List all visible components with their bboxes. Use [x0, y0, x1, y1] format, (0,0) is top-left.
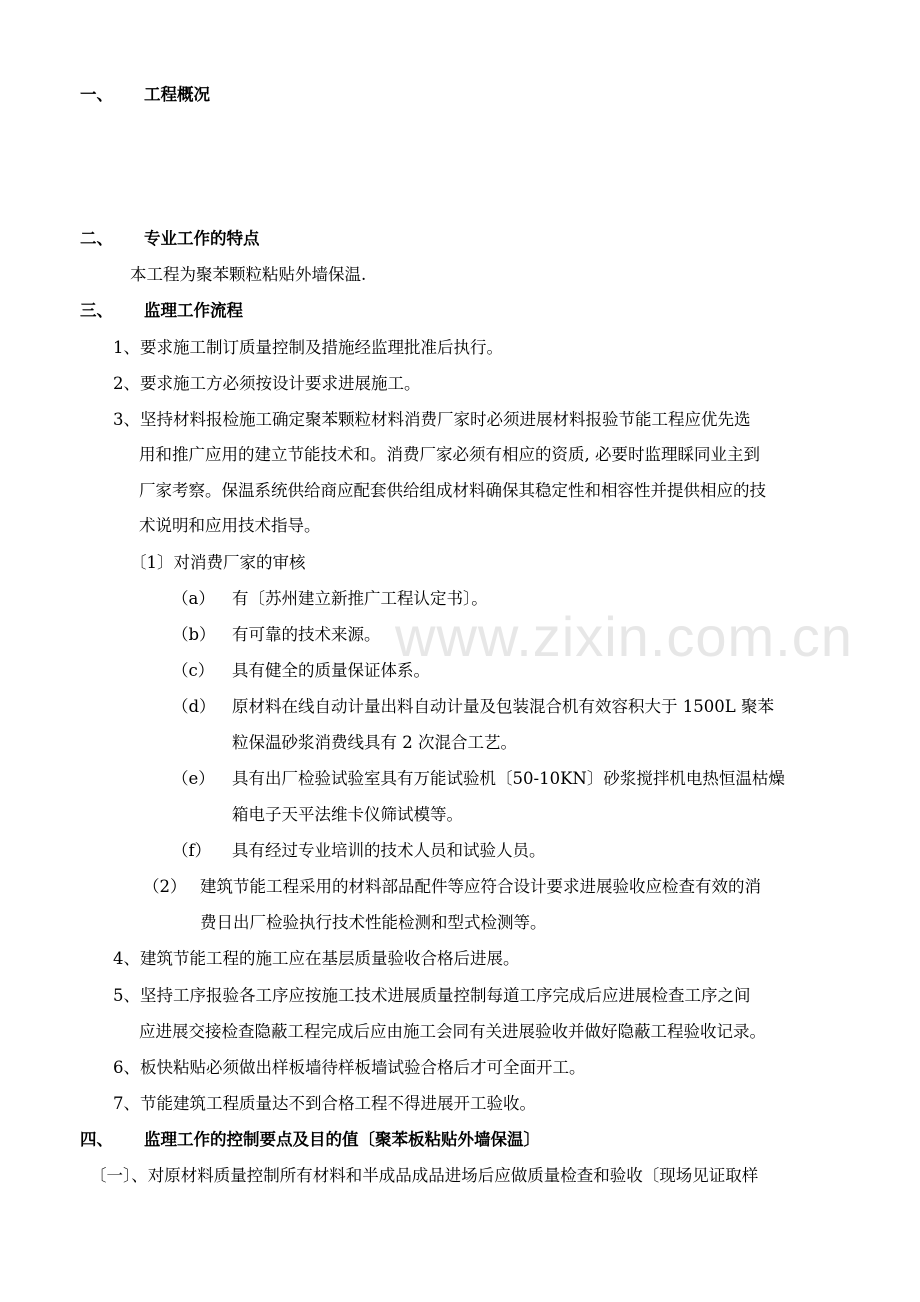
- sub-item-d-label: （d）: [172, 697, 216, 716]
- sub-item-f-text: 具有经过专业培训的技术人员和试验人员。: [232, 841, 546, 860]
- sub-item-a-label: （a）: [172, 589, 215, 608]
- section-3-number: 三、: [80, 301, 113, 320]
- item-5-line-2: 应进展交接检查隐蔽工程完成后应由施工会同有关进展验收并做好隐蔽工程验收记录。: [139, 1022, 766, 1041]
- item-7: 7、节能建筑工程质量达不到合格工程不得进展开工验收。: [113, 1094, 536, 1113]
- section-3-title: 监理工作流程: [144, 301, 243, 320]
- section-2-title: 专业工作的特点: [144, 229, 260, 248]
- section-2-body: 本工程为聚苯颗粒粘贴外墙保温.: [130, 265, 367, 284]
- sub-item-b-text: 有可靠的技术来源。: [232, 625, 381, 644]
- item-3-line-4: 术说明和应用技术指导。: [139, 516, 321, 535]
- sub-item-b-label: （b）: [172, 625, 216, 644]
- sub-item-e-label: （e）: [172, 769, 215, 788]
- item-3-line-3: 厂家考察。保温系统供给商应配套供给组成材料确保其稳定性和相容性并提供相应的技: [139, 481, 766, 500]
- watermark: www.zixin.com.cn: [395, 605, 853, 668]
- sub-item-c-label: （c）: [172, 661, 215, 680]
- item-5-line-1: 5、坚持工序报验各工序应按施工技术进展质量控制每道工序完成后应进展检查工序之间: [113, 986, 751, 1005]
- sub-item-a-text: 有〔苏州建立新推广工程认定书〕。: [232, 589, 488, 608]
- item-2: 2、要求施工方必须按设计要求进展施工。: [113, 374, 421, 393]
- item-3-line-2: 用和推广应用的建立节能技术和。消费厂家必须有相应的资质, 必要时监理睬同业主到: [139, 445, 760, 464]
- section-4-number: 四、: [80, 1130, 113, 1149]
- sub-2-line-1: 建筑节能工程采用的材料部品配件等应符合设计要求进展验收应检查有效的消: [200, 877, 761, 896]
- section-2-number: 二、: [80, 229, 113, 248]
- item-1: 1、要求施工制订质量控制及措施经监理批准后执行。: [113, 338, 503, 357]
- sub-2-label: （2）: [143, 877, 187, 896]
- item-6: 6、板快粘贴必须做出样板墙待样板墙试验合格后才可全面开工。: [113, 1058, 586, 1077]
- sub-item-d-line-2: 粒保温砂浆消费线具有 2 次混合工艺。: [232, 733, 517, 752]
- section-1-number: 一、: [80, 85, 113, 104]
- sub-item-e-line-2: 箱电子天平法维卡仪筛试模等。: [232, 805, 463, 824]
- section-1-title: 工程概况: [144, 85, 210, 104]
- item-4: 4、建筑节能工程的施工应在基层质量验收合格后进展。: [113, 949, 520, 968]
- sub-item-d-line-1: 原材料在线自动计量出料自动计量及包装混合机有效容积大于 1500L 聚苯: [232, 697, 774, 716]
- section-4-title: 监理工作的控制要点及目的值〔聚苯板粘贴外墙保温〕: [144, 1130, 540, 1149]
- sub-item-c-text: 具有健全的质量保证体系。: [232, 661, 430, 680]
- section-4-body: 〔一〕、对原材料质量控制所有材料和半成品成品进场后应做质量检查和验收〔现场见证取样: [90, 1166, 759, 1185]
- sub-2-line-2: 费日出厂检验执行技术性能检测和型式检测等。: [200, 913, 547, 932]
- sub-1-heading: 〔1〕对消费厂家的审核: [130, 553, 306, 572]
- sub-item-e-line-1: 具有出厂检验试验室具有万能试验机〔50-10KN〕砂浆搅拌机电热恒温枯燥: [232, 769, 785, 788]
- sub-item-f-label: （f）: [172, 841, 212, 860]
- item-3-line-1: 3、坚持材料报检施工确定聚苯颗粒材料消费厂家时必须进展材料报验节能工程应优先选: [113, 410, 751, 429]
